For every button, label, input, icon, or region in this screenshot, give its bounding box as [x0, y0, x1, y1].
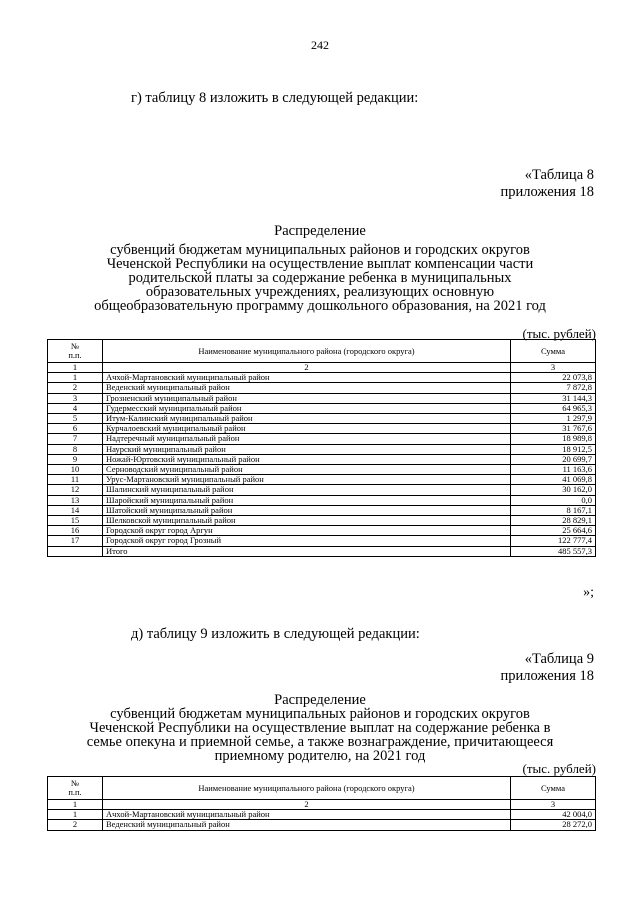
col-header-num: № п.п. [48, 777, 103, 800]
subheading-line: субвенций бюджетам муниципальных районов и городских округов [110, 706, 530, 722]
table-ref-line2: приложения 18 [500, 668, 594, 684]
district-name: Серноводский муниципальный район [103, 465, 511, 475]
table8-subheading [60, 243, 580, 313]
row-number: 7 [48, 434, 103, 444]
table-row [48, 383, 596, 393]
col-number: 2 [103, 363, 511, 373]
col-number: 3 [511, 363, 596, 373]
subheading-line: образовательных учреждениях, реализующих основную [145, 284, 495, 300]
row-number: 17 [48, 536, 103, 546]
district-name: Шелковской муниципальный район [103, 516, 511, 526]
district-name: Ножай-Юртовский муниципальный район [103, 454, 511, 464]
district-name: Шалинский муниципальный район [103, 485, 511, 495]
total-row [48, 546, 596, 556]
table-row [48, 810, 596, 820]
amount: 7 872,8 [511, 383, 596, 393]
amount: 30 162,0 [511, 485, 596, 495]
district-name: Наурский муниципальный район [103, 444, 511, 454]
row-number: 2 [48, 820, 103, 830]
subheading-line: родительской платы за содержание ребенка в муниципальных [128, 270, 512, 286]
table-row [48, 536, 596, 546]
row-number: 3 [48, 393, 103, 403]
table-ref-line1: «Таблица 8 [524, 167, 594, 183]
district-name: Городской округ город Грозный [103, 536, 511, 546]
table-header-row [48, 777, 596, 800]
table8-heading: Распределение [274, 223, 366, 239]
units-label: (тыс. рублей) [522, 326, 596, 341]
amount: 11 163,6 [511, 465, 596, 475]
subheading-line: общеобразовательную программу дошкольного образования, на 2021 год [94, 298, 546, 314]
row-number: 12 [48, 485, 103, 495]
district-name: Грозненский муниципальный район [103, 393, 511, 403]
subheading-line: Чеченской Республики на осуществление выплат компенсации части [106, 256, 534, 272]
row-number: 4 [48, 403, 103, 413]
table-8 [47, 339, 596, 557]
district-name: Итум-Калинский муниципальный район [103, 414, 511, 424]
amount: 25 664,6 [511, 526, 596, 536]
row-number: 9 [48, 454, 103, 464]
table-row [48, 475, 596, 485]
table-row [48, 485, 596, 495]
instruction-d: д) таблицу 9 изложить в следующей редакции: [131, 626, 420, 642]
subheading-line: Чеченской Республики на осуществление выплат на содержание ребенка в [89, 720, 551, 736]
row-number: 14 [48, 505, 103, 515]
amount: 18 912,5 [511, 444, 596, 454]
row-number: 10 [48, 465, 103, 475]
table-ref-8 [501, 167, 594, 201]
amount: 0,0 [511, 495, 596, 505]
subheading-line: субвенций бюджетам муниципальных районов и городских округов [110, 242, 530, 258]
row-number: 2 [48, 383, 103, 393]
district-name: Веденский муниципальный район [103, 820, 511, 830]
district-name: Курчалоевский муниципальный район [103, 424, 511, 434]
amount: 22 073,8 [511, 373, 596, 383]
row-number: 15 [48, 516, 103, 526]
col-number: 3 [511, 800, 596, 810]
table-9 [47, 776, 596, 831]
table9-subheading [60, 707, 580, 763]
amount: 42 004,0 [511, 810, 596, 820]
amount: 8 167,1 [511, 505, 596, 515]
amount: 28 272,0 [511, 820, 596, 830]
amount: 31 144,3 [511, 393, 596, 403]
row-number: 13 [48, 495, 103, 505]
table-row [48, 373, 596, 383]
district-name: Веденский муниципальный район [103, 383, 511, 393]
table-row [48, 403, 596, 413]
total-sum: 485 557,3 [511, 546, 596, 556]
total-label: Итого [103, 546, 511, 556]
amount: 1 297,9 [511, 414, 596, 424]
row-number: 1 [48, 810, 103, 820]
col-header-num: № п.п. [48, 340, 103, 363]
col-number-row [48, 800, 596, 810]
table-row [48, 414, 596, 424]
closing-quote: »; [583, 585, 594, 600]
col-header-name: Наименование муниципального района (городского округа) [103, 777, 511, 800]
subheading-line: семье опекуна и приемной семье, а также вознаграждение, причитающееся [86, 734, 554, 750]
table-9-body [48, 810, 596, 830]
district-name: Ачхой-Мартановский муниципальный район [103, 373, 511, 383]
row-number: 8 [48, 444, 103, 454]
row-number: 1 [48, 373, 103, 383]
table-row [48, 444, 596, 454]
units-label: (тыс. рублей) [522, 761, 596, 776]
col-number-row [48, 363, 596, 373]
table-row [48, 526, 596, 536]
table-ref-9 [501, 651, 594, 685]
row-number: 11 [48, 475, 103, 485]
amount: 64 965,3 [511, 403, 596, 413]
col-header-sum: Сумма [511, 340, 596, 363]
district-name: Шатойский муниципальный район [103, 505, 511, 515]
table-ref-line2: приложения 18 [500, 184, 594, 200]
table9-heading: Распределение [274, 692, 366, 708]
col-number: 1 [48, 363, 103, 373]
district-name: Гудермесский муниципальный район [103, 403, 511, 413]
page-number: 242 [311, 38, 329, 52]
district-name: Городской округ город Аргун [103, 526, 511, 536]
table-row [48, 516, 596, 526]
table-row [48, 820, 596, 830]
table-row [48, 454, 596, 464]
col-header-name: Наименование муниципального района (городского округа) [103, 340, 511, 363]
amount: 20 699,7 [511, 454, 596, 464]
total-num-cell [48, 546, 103, 556]
col-number: 1 [48, 800, 103, 810]
table-row [48, 393, 596, 403]
instruction-g: г) таблицу 8 изложить в следующей редакции: [131, 90, 419, 106]
table-row [48, 465, 596, 475]
district-name: Надтеречный муниципальный район [103, 434, 511, 444]
row-number: 5 [48, 414, 103, 424]
table-row [48, 424, 596, 434]
col-header-sum: Сумма [511, 777, 596, 800]
district-name: Шаройский муниципальный район [103, 495, 511, 505]
table-row [48, 434, 596, 444]
district-name: Ачхой-Мартановский муниципальный район [103, 810, 511, 820]
amount: 18 989,8 [511, 434, 596, 444]
table-header-row [48, 340, 596, 363]
district-name: Урус-Мартановский муниципальный район [103, 475, 511, 485]
subheading-line: приемному родителю, на 2021 год [214, 748, 426, 764]
table-row [48, 495, 596, 505]
table-row [48, 505, 596, 515]
amount: 28 829,1 [511, 516, 596, 526]
table-8-body [48, 373, 596, 546]
row-number: 6 [48, 424, 103, 434]
col-number: 2 [103, 800, 511, 810]
amount: 122 777,4 [511, 536, 596, 546]
table-ref-line1: «Таблица 9 [524, 651, 594, 667]
amount: 31 767,6 [511, 424, 596, 434]
row-number: 16 [48, 526, 103, 536]
amount: 41 069,8 [511, 475, 596, 485]
